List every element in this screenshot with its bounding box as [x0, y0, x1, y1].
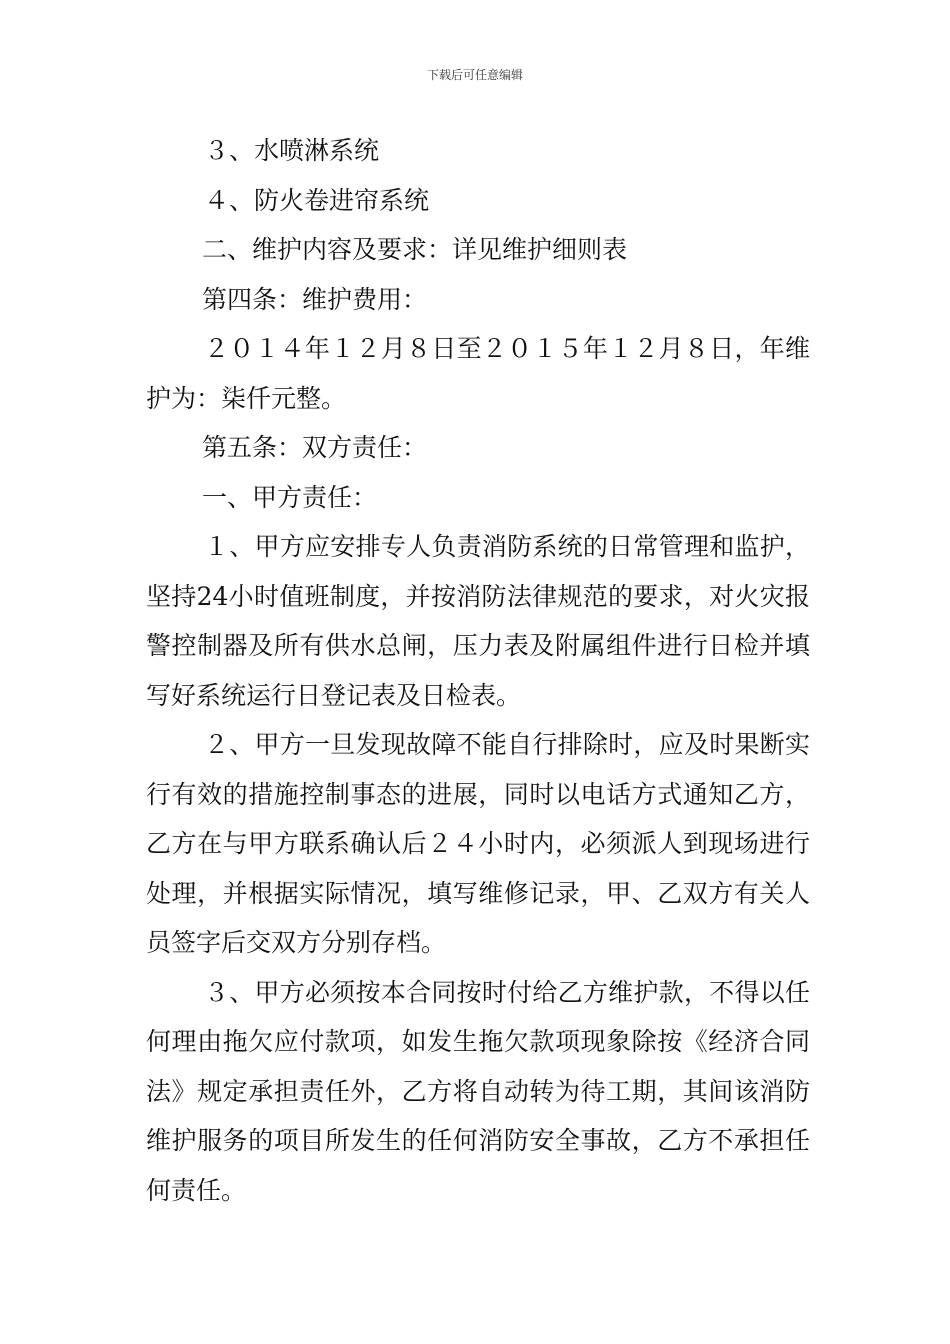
paragraph-party-a-heading: 一、甲方责任：: [202, 482, 378, 512]
paragraph-article-5-heading: 第五条：双方责任：: [202, 433, 428, 462]
paragraph-item-3-sprinkler: ３、水喷淋系统: [204, 136, 380, 165]
paragraph-party-a-duty-1: １、甲方应安排专人负责消防系统的日常管理和监护，坚持24小时值班制度，并按消防法律规范的要求，对火灾报警控制器及所有供水总闸，压力表及附属组件进行日检并填写好系统运行日登记表及日检表。: [146, 532, 810, 710]
page-header-note: 下载后可任意编辑: [426, 68, 523, 82]
paragraph-maintenance-fee: ２０１４年１２月８日至２０１５年１２月８日，年维护为：柒仟元整。: [146, 334, 810, 413]
paragraph-item-4-fire-shutter: ４、防火卷进帘系统: [204, 185, 430, 215]
paragraph-maintenance-content: 二、维护内容及要求：详见维护细则表: [202, 235, 628, 264]
paragraph-article-4-heading: 第四条：维护费用：: [202, 284, 428, 314]
paragraph-party-a-duty-2: ２、甲方一旦发现故障不能自行排除时，应及时果断实行有效的措施控制事态的进展，同时以电话方式通知乙方，乙方在与甲方联系确认后２４小时内，必须派人到现场进行处理，并根据实际情况，填写维修记录，甲、乙双方有关人员签字后交双方分别存档。: [146, 730, 810, 957]
paragraph-party-a-duty-3: ３、甲方必须按本合同按时付给乙方维护款，不得以任何理由拖欠应付款项，如发生拖欠款项现象除按《经济合同法》规定承担责任外，乙方将自动转为待工期，其间该消防维护服务的项目所发生的任何消防安全事故，乙方不承担任何责任。: [146, 977, 810, 1205]
document-body: [146, 126, 810, 1215]
